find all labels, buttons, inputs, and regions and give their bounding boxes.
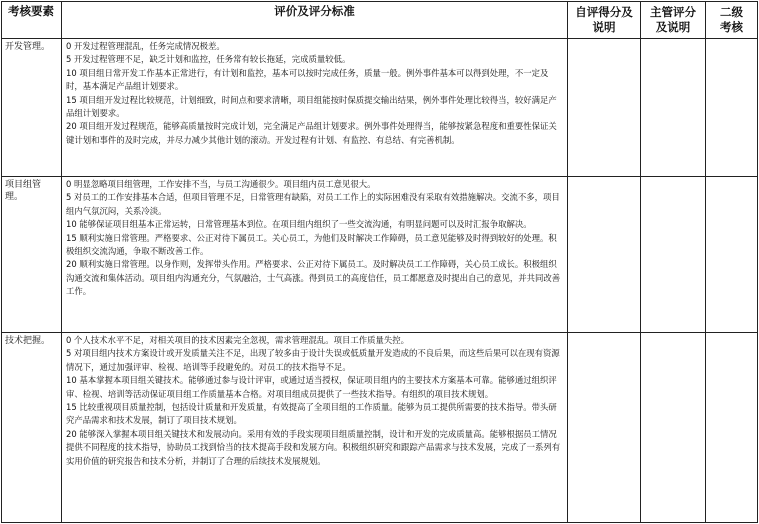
criterion-line: 0 开发过程管理混乱，任务完成情况极差。: [66, 41, 225, 51]
level2-cell-team[interactable]: [706, 177, 758, 333]
level2-cell-dev[interactable]: [706, 39, 758, 177]
table-row-team: [2, 177, 758, 333]
criterion-line: 5 对员工的工作安排基本合适，但项目管理不足，日常管理有缺陷，对员工工作上的实际困难没有采取有效措施解决。交流不多，项目组内气氛沉闷，关系冷淡。: [66, 192, 560, 216]
criterion-line: 10 项目组日常开发工作基本正常进行，有计划和监控，基本可以按时完成任务，质量一般。例外事件基本可以得到处理，不一定及时，基本满足产品组计划要求。: [66, 67, 549, 92]
header-self-line1: 自评得分及: [575, 5, 633, 19]
table-row-dev: [2, 39, 758, 177]
criterion-line: 15 顺利实施日常管理。严格要求、公正对待下属员工。关心员工，为他们及时解决工作障碍，员工意见能够及时得到较好的处理。积极组织交流沟通，争取不断改善工作。: [66, 232, 557, 257]
factor-tech: 技术把握。: [2, 333, 62, 523]
header-manager-score: [641, 2, 706, 39]
manager-score-cell-team[interactable]: [641, 177, 706, 333]
header-level2-line2: 考核: [720, 20, 743, 34]
manager-score-cell-tech[interactable]: [641, 333, 706, 523]
criterion-line: 20 项目组开发过程规范，能够高质量按时完成计划，完全满足产品组计划要求。例外事件处理得当，能够按紧急程度和重要性保证关键计划和事件的及时完成，并尽力减少其他计划的滚动。开发过程有计划、有监控、有总结、有完善机制。: [66, 121, 557, 145]
header-manager-line1: 主管评分: [650, 5, 696, 19]
self-score-cell-tech[interactable]: [568, 333, 641, 523]
header-manager-line2: 及说明: [655, 20, 691, 34]
header-level2-line1: 二级: [720, 5, 743, 19]
criterion-line: 5 开发过程管理不足，缺乏计划和监控，任务常有较长拖延，完成质量较低。: [66, 54, 351, 65]
evaluation-table: [1, 1, 758, 523]
self-score-cell-team[interactable]: [568, 177, 641, 333]
level2-cell-tech[interactable]: [706, 333, 758, 523]
factor-dev: 开发管理。: [2, 39, 62, 177]
criterion-line: 15 项目组开发过程比较规范，计划细致，时间点和要求清晰，项目组能按时保质提交输出结果，例外事件处理比较得当，较好满足产品组计划要求。: [66, 94, 557, 119]
criteria-dev: [62, 39, 568, 177]
manager-score-cell-dev[interactable]: [641, 39, 706, 177]
header-self-score: [568, 2, 641, 39]
criterion-line: 0 明显忽略项目组管理，工作安排不当，与员工沟通很少。项目组内员工意见很大。: [66, 179, 376, 189]
header-factor: 考核要素: [2, 2, 62, 39]
criterion-line: 0 个人技术水平不足，对相关项目的技术因素完全忽视，需求管理混乱。项目工作质量失控。: [66, 335, 409, 345]
criterion-line: 15 比较重视项目质量控制，包括设计质量和开发质量，有效提高了全项目组的工作质量。能够为员工提供所需要的技术指导。带头研究产品需求和技术发展，制订了项目技术规划。: [66, 402, 557, 426]
criteria-tech: [62, 333, 568, 523]
criterion-line: 20 能够深入掌握本项目组关键技术和发展动向。采用有效的手段实现项目组质量控制，设计和开发的完成质量高。能够根据员工情况提供不同程度的技术指导，协助员工找到恰当的技术提高手段和发展方向。积极组织研究和跟踪产品需求与技术发展，完成了一系列有实用价值的研究报告和技术分析，并制订了合理的后续技术发展规划。: [66, 428, 561, 466]
header-self-line2: 说明: [592, 20, 616, 34]
criterion-line: 10 能够保证项目组基本正常运转，日常管理基本到位。在项目组内组织了一些交流沟通，有明显问题可以及时汇报争取解决。: [66, 219, 532, 230]
header-level2: [706, 2, 758, 39]
header-standard: 评价及评分标准: [62, 2, 568, 39]
criterion-line: 20 顺利实施日常管理。以身作则，发挥带头作用。严格要求、公正对待下属员工。及时解决员工工作障碍，关心员工成长。积极组织沟通交流和集体活动。项目组内沟通充分，气氛融洽，士气高涨。得到员工的高度信任，员工都愿意及时提出自己的意见，并共同改善工作。: [66, 259, 561, 297]
self-score-cell-dev[interactable]: [568, 39, 641, 177]
criterion-line: 10 基本掌握本项目组关键技术。能够通过参与设计评审，或通过适当授权，保证项目组内的主要技术方案基本可靠。能够通过组织评审、检视、培训等活动保证项目组工作质量基本合格。对项目组成员提供了一些技术指导。有组织的项目技术规划。: [66, 375, 557, 399]
factor-team: 项目组管理。: [2, 177, 62, 333]
criterion-line: 5 对项目组内技术方案设计或开发质量关注不足，出现了较多由于设计失误或低质量开发造成的不良后果，而这些后果可以在现有资源情况下，通过加强评审、检视、培训等手段避免的。对员工的技术指导不足。: [66, 348, 560, 372]
table-row-tech: [2, 333, 758, 523]
criteria-team: [62, 177, 568, 333]
header-row: [2, 2, 758, 39]
